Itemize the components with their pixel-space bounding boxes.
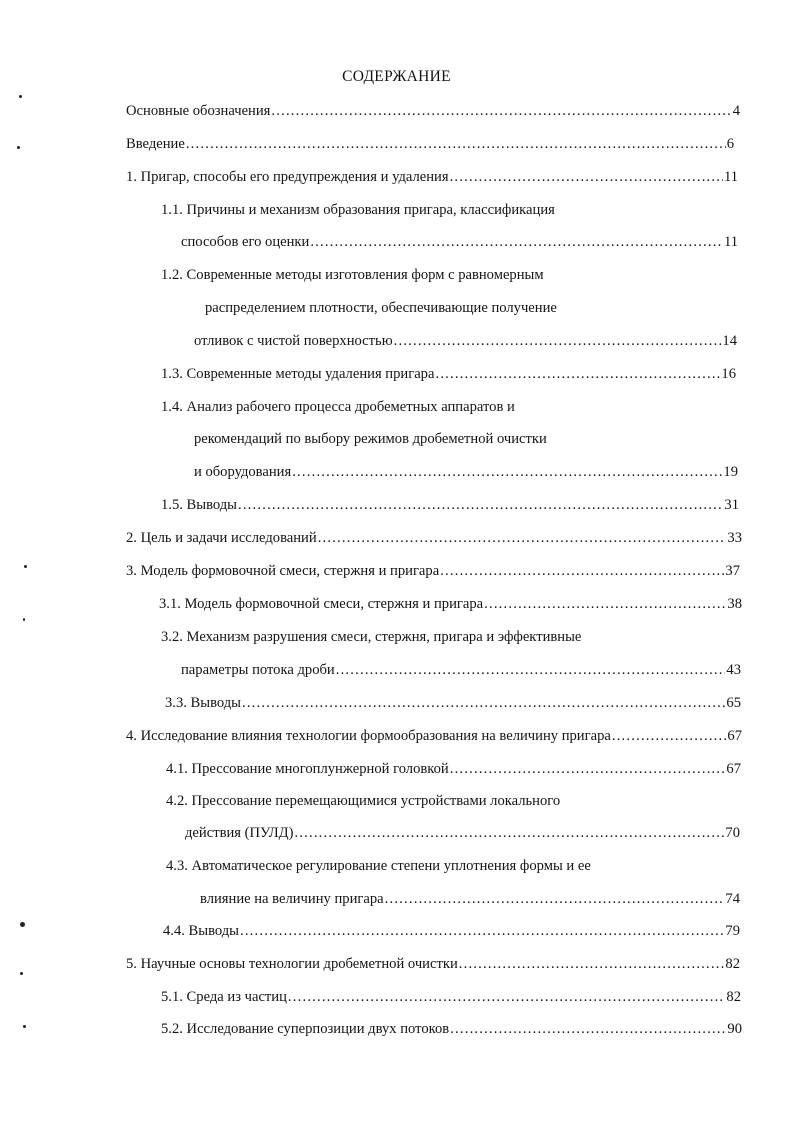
toc-leader xyxy=(238,495,723,515)
toc-entry-text: 3.1. Модель формовочной смеси, стержня и пригара xyxy=(159,596,484,612)
toc-entry-line: распределением плотности, обеспечивающие получение xyxy=(205,300,557,316)
toc-entry xyxy=(159,594,742,614)
toc-entry-page: 37 xyxy=(725,563,740,579)
toc-leader xyxy=(318,528,727,548)
toc-entry xyxy=(194,462,738,482)
toc-entry-text: способов его оценки xyxy=(181,234,310,250)
toc-leader xyxy=(394,331,722,351)
toc-entry-text: параметры потока дроби xyxy=(181,662,335,678)
toc-entry xyxy=(126,561,740,581)
toc-entry xyxy=(200,889,740,909)
toc-leader xyxy=(450,759,726,779)
scan-speck xyxy=(23,1025,26,1028)
toc-entry-line: 1.4. Анализ рабочего процесса дробеметных аппаратов и xyxy=(161,399,515,415)
toc-entry xyxy=(126,528,742,548)
toc-entry-text: 4.1. Прессование многоплунжерной головкой xyxy=(166,761,449,777)
toc-entry-page: 79 xyxy=(725,923,740,939)
toc-leader xyxy=(186,134,726,154)
toc-entry xyxy=(165,693,741,713)
scan-speck xyxy=(24,565,27,568)
toc-entry-page: 11 xyxy=(723,234,738,250)
toc-entry-page: 11 xyxy=(723,169,738,185)
toc-entry-page: 90 xyxy=(727,1021,742,1037)
toc-entry xyxy=(161,1019,742,1039)
toc-entry xyxy=(126,726,742,746)
toc-entry-page: 74 xyxy=(725,891,740,907)
toc-entry-page: 31 xyxy=(724,497,739,513)
toc-entry-text: действия (ПУЛД) xyxy=(185,825,294,841)
toc-leader xyxy=(440,561,724,581)
toc-entry-text: 5. Научные основы технологии дробеметной очистки xyxy=(126,956,458,972)
toc-entry-text: 5.1. Среда из частиц xyxy=(161,989,287,1005)
toc-leader xyxy=(450,1019,726,1039)
toc-entry-text: Введение xyxy=(126,136,185,152)
toc-entry-page: 67 xyxy=(726,761,741,777)
toc-entry-page: 14 xyxy=(722,333,737,349)
toc-entry xyxy=(126,954,740,974)
toc-leader xyxy=(612,726,727,746)
toc-entry-line: 4.2. Прессование перемещающимися устройствами локального xyxy=(166,793,561,809)
toc-entry-page: 38 xyxy=(727,596,742,612)
toc-entry-page: 67 xyxy=(727,728,742,744)
toc-entry xyxy=(126,134,734,154)
toc-entry-line: 3.2. Механизм разрушения смеси, стержня, пригара и эффективные xyxy=(161,629,582,645)
toc-leader xyxy=(450,167,723,187)
toc-leader xyxy=(435,364,720,384)
toc-entry-text: отливок с чистой поверхностью xyxy=(194,333,393,349)
toc-entry-line: 1.1. Причины и механизм образования пригара, классификация xyxy=(161,202,555,218)
toc-entry-page: 19 xyxy=(723,464,738,480)
toc-leader xyxy=(294,823,724,843)
scan-speck xyxy=(17,146,20,149)
toc-entry-line: 4.3. Автоматическое регулирование степени уплотнения формы и ее xyxy=(166,858,591,874)
toc-entry xyxy=(181,232,738,252)
toc-entry-page: 6 xyxy=(726,136,734,152)
toc-entry-text: и оборудования xyxy=(194,464,292,480)
scan-speck xyxy=(19,95,22,98)
toc-entry xyxy=(194,331,737,351)
toc-entry-text: 1.5. Выводы xyxy=(161,497,237,513)
toc-entry-text: 4.4. Выводы xyxy=(163,923,239,939)
toc-entry-page: 82 xyxy=(726,989,741,1005)
scan-speck xyxy=(20,972,23,975)
toc-entry xyxy=(161,364,736,384)
toc-entry-page: 4 xyxy=(732,103,740,119)
toc-leader xyxy=(242,693,725,713)
toc-entry-page: 33 xyxy=(727,530,742,546)
toc-leader xyxy=(459,954,725,974)
toc-entry-text: 3. Модель формовочной смеси, стержня и пригара xyxy=(126,563,440,579)
toc-entry xyxy=(161,987,741,1007)
toc-leader xyxy=(288,987,725,1007)
toc-entry-page: 82 xyxy=(725,956,740,972)
scan-speck xyxy=(20,922,25,927)
toc-leader xyxy=(271,101,731,121)
scan-speck xyxy=(23,618,25,621)
toc-entry xyxy=(163,921,740,941)
toc-entry-page: 16 xyxy=(721,366,736,382)
toc-entry-text: 4. Исследование влияния технологии формообразования на величину пригара xyxy=(126,728,611,744)
toc-entry-text: 1. Пригар, способы его предупреждения и удаления xyxy=(126,169,449,185)
toc-leader xyxy=(240,921,724,941)
toc-leader xyxy=(385,889,725,909)
page-title: СОДЕРЖАНИЕ xyxy=(342,68,451,85)
toc-entry-page: 43 xyxy=(726,662,741,678)
toc-entry xyxy=(185,823,740,843)
toc-entry xyxy=(181,660,741,680)
toc-entry-page: 65 xyxy=(726,695,741,711)
toc-entry-text: влияние на величину пригара xyxy=(200,891,384,907)
toc-entry xyxy=(161,495,739,515)
toc-entry-text: 3.3. Выводы xyxy=(165,695,241,711)
toc-leader xyxy=(336,660,726,680)
toc-entry-text: 2. Цель и задачи исследований xyxy=(126,530,317,546)
toc-leader xyxy=(484,594,726,614)
toc-entry-text: 1.3. Современные методы удаления пригара xyxy=(161,366,435,382)
toc-entry xyxy=(126,167,738,187)
toc-leader xyxy=(310,232,723,252)
toc-leader xyxy=(292,462,722,482)
toc-entry xyxy=(126,101,740,121)
toc-entry-text: Основные обозначения xyxy=(126,103,271,119)
toc-entry-page: 70 xyxy=(725,825,740,841)
toc-entry-text: 5.2. Исследование суперпозиции двух потоков xyxy=(161,1021,450,1037)
toc-entry-line: 1.2. Современные методы изготовления форм с равномерным xyxy=(161,267,544,283)
toc-entry-line: рекомендаций по выбору режимов дробеметной очистки xyxy=(194,431,547,447)
toc-entry xyxy=(166,759,741,779)
